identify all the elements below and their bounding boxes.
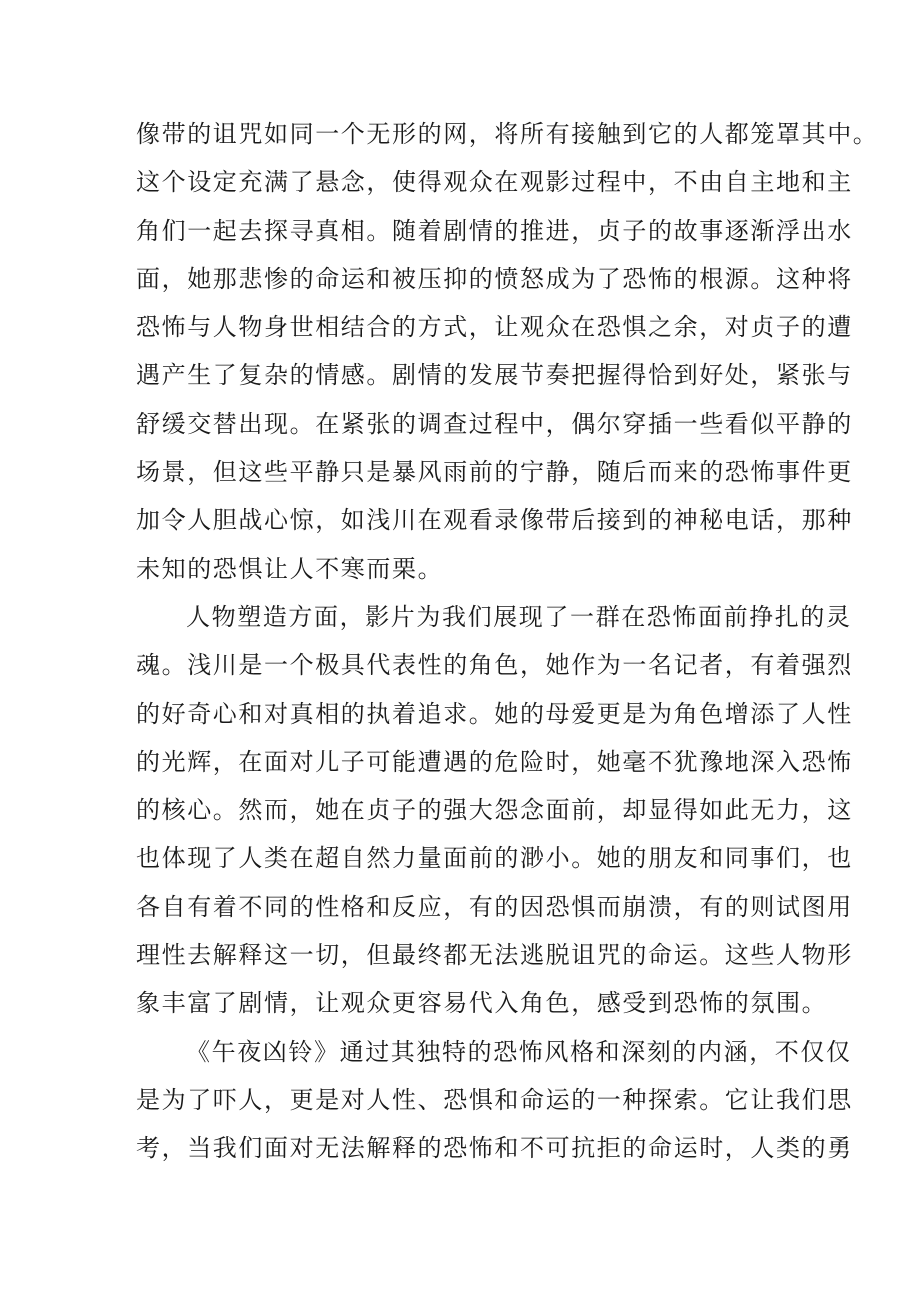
text-line: 面，她那悲惨的命运和被压抑的愤怒成为了恐怖的根源。这种将 — [136, 264, 853, 293]
text-line: 角们一起去探寻真相。随着剧情的推进，贞子的故事逐渐浮出水 — [136, 216, 853, 245]
text-line: 象丰富了剧情，让观众更容易代入角色，感受到恐怖的氛围。 — [136, 989, 828, 1018]
text-line: 像带的诅咒如同一个无形的网，将所有接触到它的人都笼罩其中。 — [136, 120, 879, 148]
body-text — [136, 110, 879, 1173]
text-line: 未知的恐惧让人不寒而栗。 — [136, 554, 444, 583]
text-line: 这个设定充满了悬念，使得观众在观影过程中，不由自主地和主 — [136, 168, 853, 197]
text-line: 场景，但这些平静只是暴风雨前的宁静，随后而来的恐怖事件更 — [136, 458, 853, 487]
text-line: 加令人胆战心惊，如浅川在观看录像带后接到的神秘电话，那种 — [136, 506, 853, 535]
text-line: 的核心。然而，她在贞子的强大怨念面前，却显得如此无力，这 — [136, 796, 853, 825]
paragraph-first-line: 人物塑造方面，影片为我们展现了一群在恐怖面前挣扎的灵 — [186, 602, 852, 631]
text-line: 的好奇心和对真相的执着追求。她的母爱更是为角色增添了人性 — [136, 699, 853, 728]
text-line: 理性去解释这一切，但最终都无法逃脱诅咒的命运。这些人物形 — [136, 941, 853, 970]
text-line: 各自有着不同的性格和反应，有的因恐惧而崩溃，有的则试图用 — [136, 892, 853, 921]
text-line: 考，当我们面对无法解释的恐怖和不可抗拒的命运时，人类的勇 — [136, 1134, 853, 1163]
text-line: 遇产生了复杂的情感。剧情的发展节奏把握得恰到好处，紧张与 — [136, 361, 853, 390]
text-line: 也体现了人类在超自然力量面前的渺小。她的朋友和同事们，也 — [136, 844, 853, 873]
text-line: 魂。浅川是一个极具代表性的角色，她作为一名记者，有着强烈 — [136, 651, 853, 680]
text-line: 的光辉，在面对儿子可能遭遇的危险时，她毫不犹豫地深入恐怖 — [136, 747, 853, 776]
text-line: 恐怖与人物身世相结合的方式，让观众在恐惧之余，对贞子的遭 — [136, 313, 853, 342]
paragraph-first-line: 《午夜凶铃》通过其独特的恐怖风格和深刻的内涵，不仅仅 — [186, 1037, 852, 1066]
text-line: 舒缓交替出现。在紧张的调查过程中，偶尔穿插一些看似平静的 — [136, 409, 853, 438]
text-line: 是为了吓人，更是对人性、恐惧和命运的一种探索。它让我们思 — [136, 1085, 853, 1114]
